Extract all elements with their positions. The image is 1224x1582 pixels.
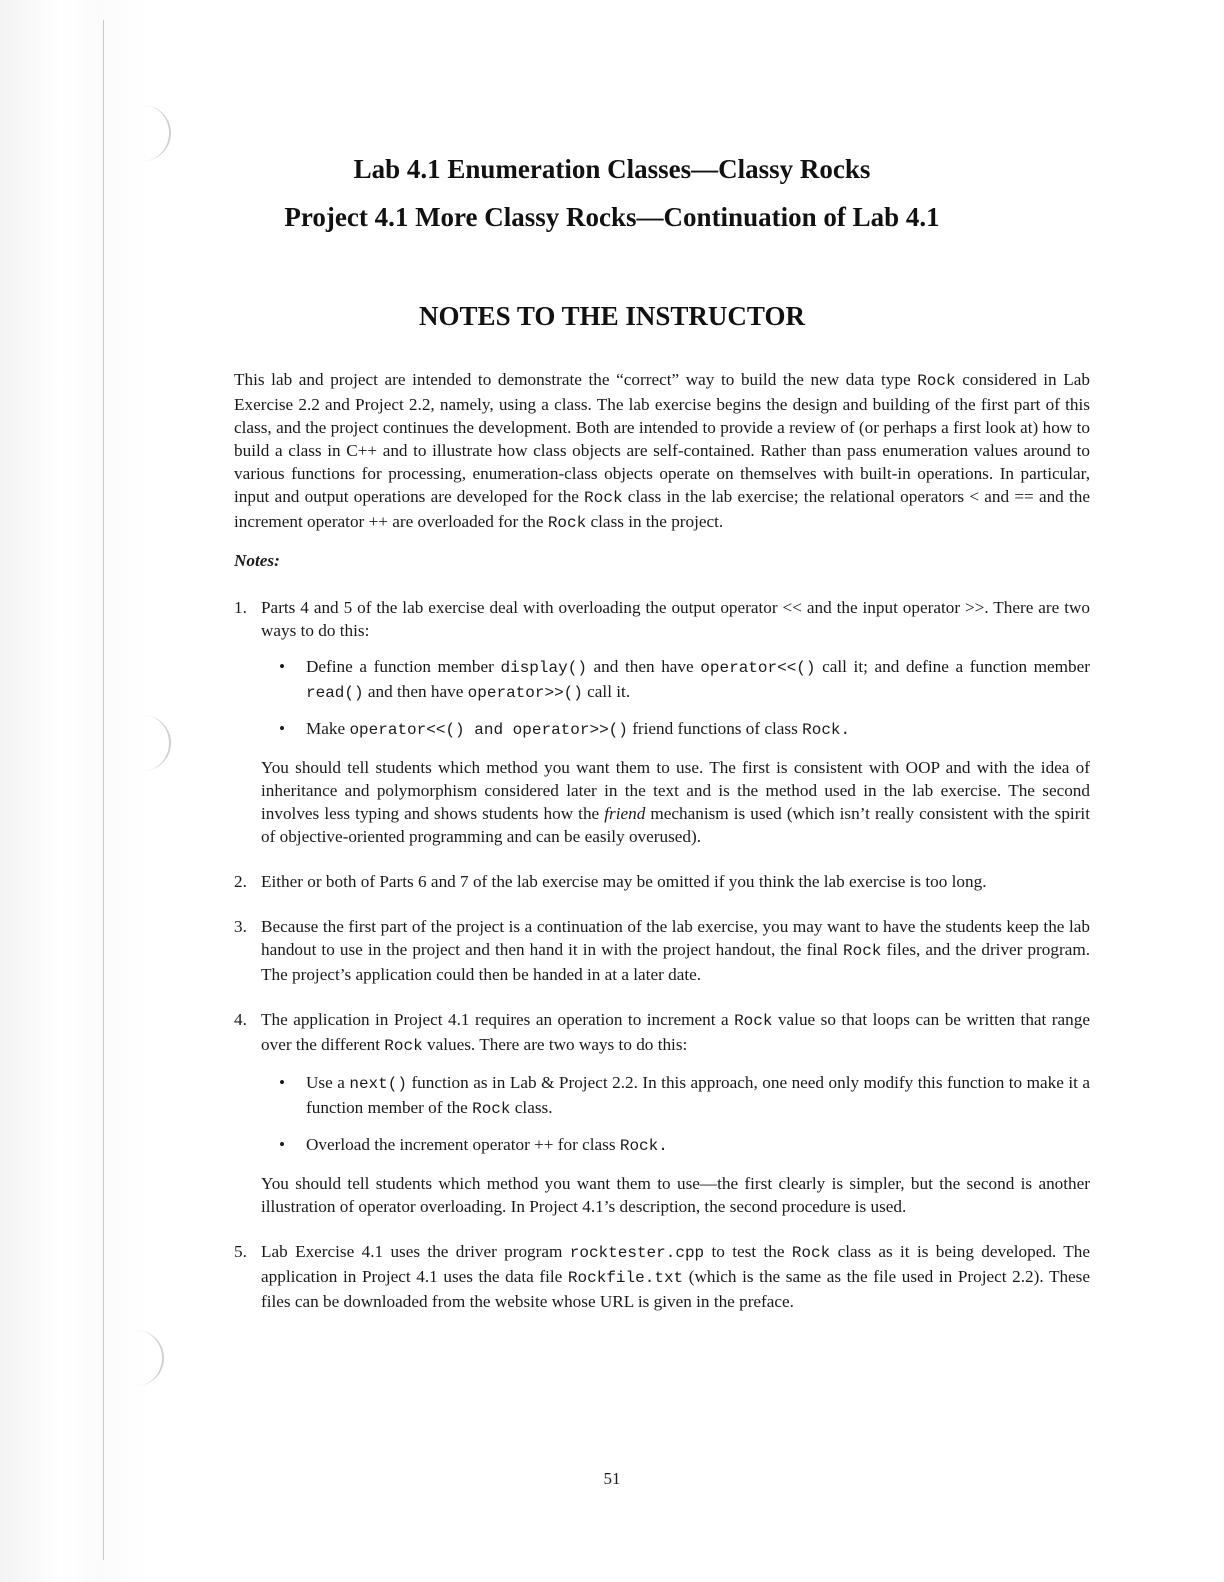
note-item <box>234 1008 1090 1218</box>
note-number: 4. <box>234 1010 247 1029</box>
intro-paragraph: This lab and project are intended to demonstrate the “correct” way to build the new data type Rock considered in Lab Exercise 2.2 and Project 2.2, namely, using a class. The lab exercise begins the design and building of the first part of this class, and the project continues the development. Both are intended to provide a review of (or perhaps a first look at) how to build a class in C++ and to illustrate how class objects are self-contained. Rather than pass enumeration values around to various functions for processing, enumeration-class objects operate on themselves with built-in operations. In particular, input and output operations are developed for the Rock class in the lab exercise; the relational operators < and == and the increment operator ++ are overloaded for the Rock class in the project. <box>234 370 1090 532</box>
note-text: Lab Exercise 4.1 uses the driver program rocktester.cpp to test the Rock class as it is being developed. The application in Project 4.1 uses the data file Rockfile.txt (which is the same as the file used in Project 2.2). These files can be downloaded from the website whose URL is given in the preface. <box>261 1242 1090 1311</box>
note-paragraph: You should tell students which method you want them to use—the first clearly is simpler, but the second is another illustration of operator overloading. In Project 4.1’s description, the second procedure is used. <box>261 1174 1090 1216</box>
note-item <box>234 596 1090 848</box>
notes-list <box>234 596 1090 1313</box>
note-paragraph: You should tell students which method you want them to use. The first is consistent with OOP and with the idea of inheritance and polymorphism considered later in the text and is the method used in the lab exercise. The second involves less typing and shows students how the friend mechanism is used (which isn’t really consistent with the spirit of objective-oriented programming and can be easily overused). <box>261 758 1090 846</box>
document-body <box>234 368 1090 1335</box>
bullet-icon: • <box>279 719 286 738</box>
note-number: 5. <box>234 1242 247 1261</box>
note-item <box>234 870 1090 893</box>
bullet-list <box>261 1071 1090 1158</box>
binder-ring-mark <box>128 1330 164 1386</box>
note-text: Parts 4 and 5 of the lab exercise deal with overloading the output operator << and the input operator >>. There are two ways to do this: <box>261 598 1090 640</box>
bullet-list <box>261 655 1090 742</box>
note-number: 2. <box>234 872 247 891</box>
page-number: 51 <box>603 1469 621 1488</box>
section-heading: NOTES TO THE INSTRUCTOR <box>419 301 805 331</box>
bullet-item: • Make operator<<() and operator>>() friend functions of class Rock. <box>279 719 851 739</box>
bullet-icon: • <box>279 657 286 676</box>
bullet-item: • Define a function member display() and then have operator<<() call it; and define a function member read() and then have operator>>() call it. <box>279 657 1090 702</box>
note-number: 1. <box>234 598 247 617</box>
binder-ring-mark <box>135 105 171 161</box>
note-item <box>234 1240 1090 1313</box>
notes-label: Notes: <box>234 551 280 570</box>
note-number: 3. <box>234 917 247 936</box>
bullet-item: • Overload the increment operator ++ for class Rock. <box>279 1135 668 1155</box>
note-item <box>234 915 1090 986</box>
project-title: Project 4.1 More Classy Rocks—Continuation of Lab 4.1 <box>284 202 940 232</box>
bullet-item: • Use a next() function as in Lab & Project 2.2. In this approach, one need only modify this function to make it a function member of the Rock class. <box>279 1073 1091 1118</box>
lab-title: Lab 4.1 Enumeration Classes—Classy Rocks <box>353 154 871 184</box>
bullet-icon: • <box>279 1135 286 1154</box>
binding-line <box>103 20 104 1560</box>
bullet-icon: • <box>279 1073 286 1092</box>
binder-ring-mark <box>135 715 171 771</box>
note-text: Either or both of Parts 6 and 7 of the lab exercise may be omitted if you think the lab exercise is too long. <box>261 872 987 891</box>
note-text: The application in Project 4.1 requires an operation to increment a Rock value so that loops can be written that range over the different Rock values. There are two ways to do this: <box>261 1010 1090 1055</box>
note-text: Because the first part of the project is a continuation of the lab exercise, you may want to have the students keep the lab handout to use in the project and then hand it in with the project handout, the final Rock files, and the driver program. The project’s application could then be handed in at a later date. <box>261 917 1090 984</box>
